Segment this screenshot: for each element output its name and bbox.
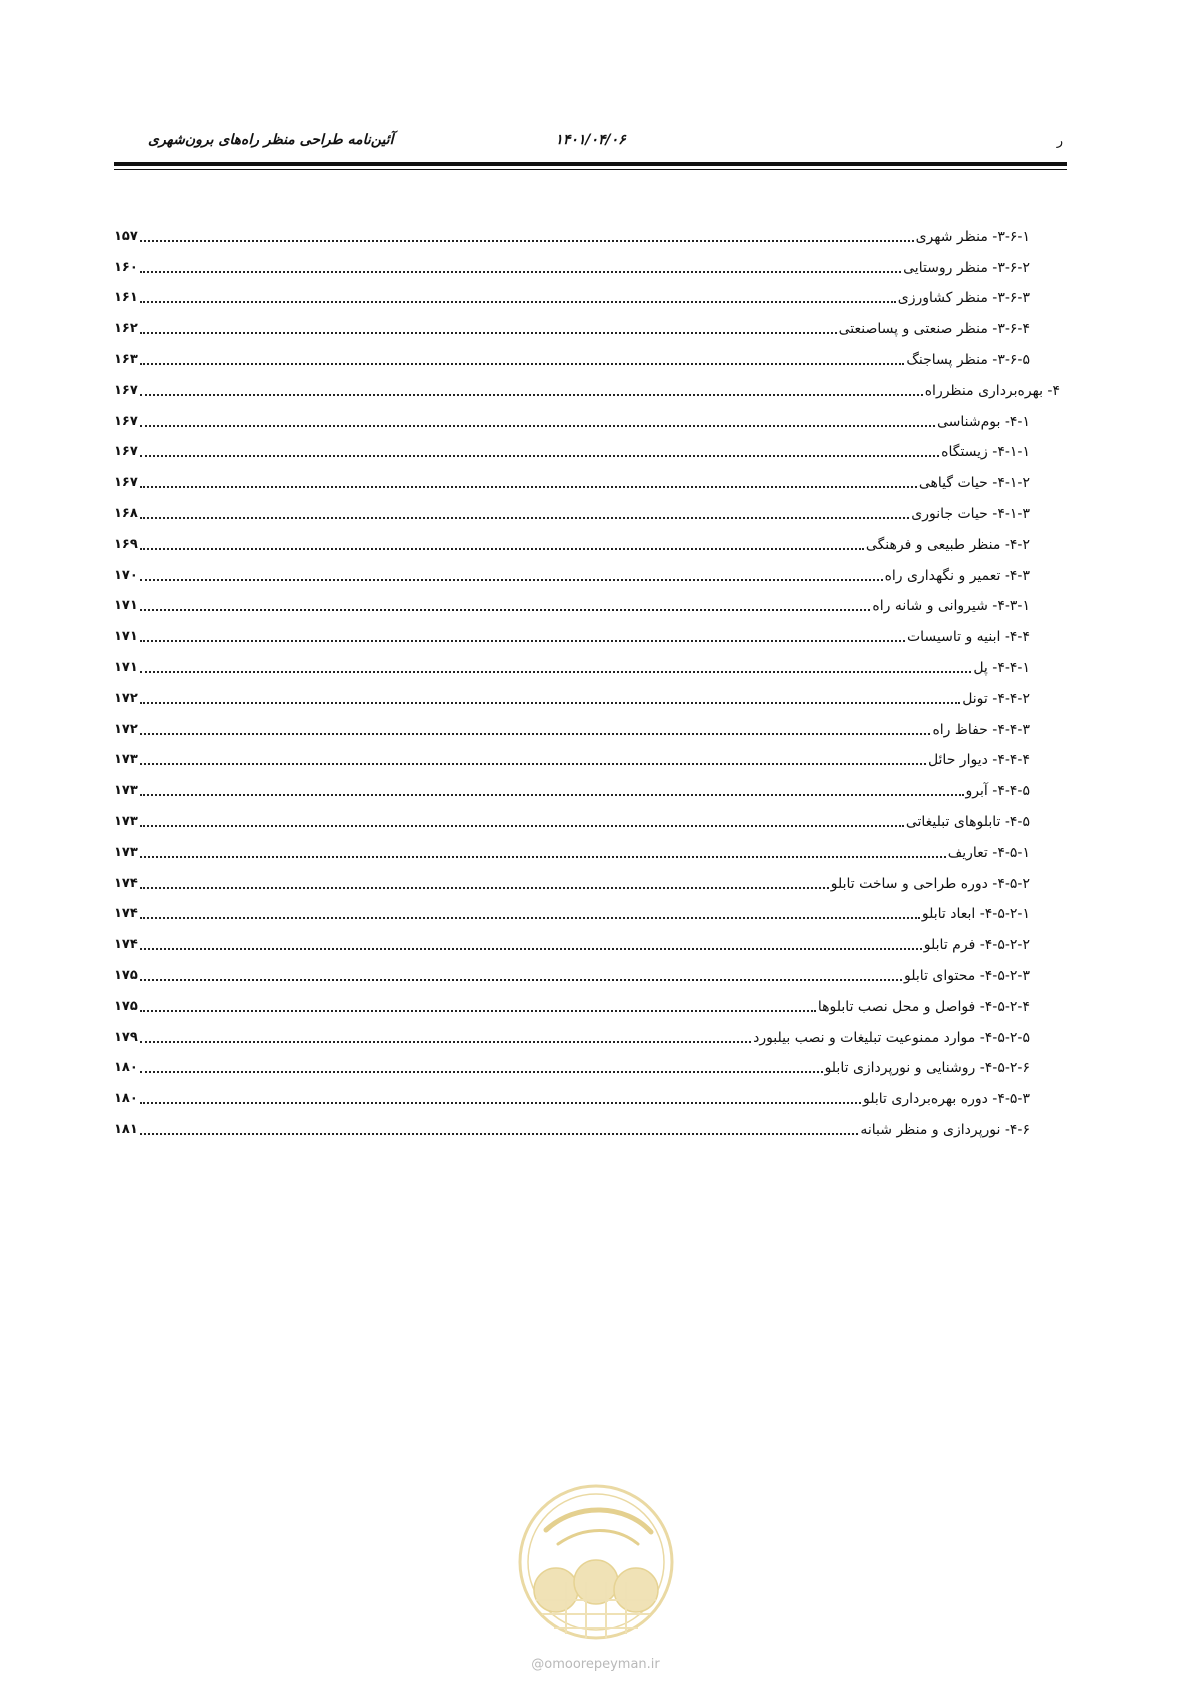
toc-entry-label: ۴-۵-۲-۱- ابعاد تابلو <box>921 906 1030 923</box>
toc-entry-page: ۱۵۷ <box>114 228 138 244</box>
toc-dot-leader <box>140 948 922 950</box>
toc-entry-page: ۱۶۱ <box>114 290 138 306</box>
toc-entry-label: ۴-۱-۲- حیات گیاهی <box>918 475 1030 492</box>
toc-entry-page: ۱۶۷ <box>114 475 138 491</box>
toc-entry[interactable] <box>114 307 1060 338</box>
toc-entry[interactable] <box>114 862 1060 893</box>
toc-entry-page: ۱۷۲ <box>114 690 138 706</box>
toc-entry-page: ۱۶۹ <box>114 536 138 552</box>
toc-entry-page: ۱۷۲ <box>114 721 138 737</box>
watermark-url: @omoorepeyman.ir <box>531 1657 660 1672</box>
toc-dot-leader <box>140 1041 751 1043</box>
toc-dot-leader <box>140 640 905 642</box>
toc-entry-label: ۴-۵-۳- دوره بهره‌برداری تابلو <box>863 1091 1030 1108</box>
toc-entry[interactable] <box>114 1077 1060 1108</box>
toc-entry-page: ۱۷۱ <box>114 598 138 614</box>
toc-entry-page: ۱۶۷ <box>114 382 138 398</box>
toc-entry[interactable] <box>114 954 1060 985</box>
document-title: آئین‌نامه طراحی منظر راه‌های برون‌شهری <box>148 132 394 148</box>
toc-entry-page: ۱۸۰ <box>114 1091 138 1107</box>
toc-entry[interactable] <box>114 492 1060 523</box>
toc-entry-label: ۴-۳- تعمیر و نگهداری راه <box>884 567 1030 584</box>
toc-entry-label: ۴-۴-۲- تونل <box>962 690 1030 707</box>
header-rule-thick <box>114 162 1067 166</box>
toc-entry[interactable] <box>114 1016 1060 1047</box>
toc-entry-label: ۴-۵-۱- تعاریف <box>947 844 1030 861</box>
toc-entry[interactable] <box>114 677 1060 708</box>
toc-entry[interactable] <box>114 400 1060 431</box>
toc-dot-leader <box>140 702 960 704</box>
toc-entry[interactable] <box>114 277 1060 308</box>
toc-entry-page: ۱۷۱ <box>114 629 138 645</box>
toc-dot-leader <box>140 733 931 735</box>
toc-entry-label: ۴-۴-۳- حفاظ راه <box>932 721 1030 738</box>
toc-entry[interactable] <box>114 523 1060 554</box>
toc-dot-leader <box>140 825 904 827</box>
toc-entry-label: ۴-۴- ابنیه و تاسیسات <box>906 629 1030 646</box>
toc-entry[interactable] <box>114 615 1060 646</box>
toc-entry-label: ۴-۴-۵- آبرو <box>965 783 1030 800</box>
toc-entry-page: ۱۷۵ <box>114 998 138 1014</box>
toc-dot-leader <box>140 332 837 334</box>
header-rule-thin <box>114 169 1067 170</box>
toc-entry[interactable] <box>114 554 1060 585</box>
toc-entry[interactable] <box>114 893 1060 924</box>
toc-entry-label: ۴-۴-۱- پل <box>973 659 1030 676</box>
toc-entry[interactable] <box>114 585 1060 616</box>
toc-entry-page: ۱۷۳ <box>114 783 138 799</box>
toc-entry-page: ۱۶۲ <box>114 321 138 337</box>
toc-entry[interactable] <box>114 739 1060 770</box>
toc-dot-leader <box>140 363 905 365</box>
toc-dot-leader <box>140 1102 861 1104</box>
toc-dot-leader <box>140 609 871 611</box>
toc-entry-page: ۱۸۱ <box>114 1121 138 1137</box>
toc-entry-label: ۳-۶-۴- منظر صنعتی و پساصنعتی <box>838 321 1030 338</box>
toc-entry-page: ۱۷۳ <box>114 844 138 860</box>
toc-entry[interactable] <box>114 369 1060 400</box>
header-date: ۱۴۰۱/۰۴/۰۶ <box>555 132 626 148</box>
toc-entry[interactable] <box>114 831 1060 862</box>
toc-entry-label: ۴-۲- منظر طبیعی و فرهنگی <box>865 536 1030 553</box>
toc-dot-leader <box>140 1133 859 1135</box>
toc-entry-label: ۴-۶- نورپردازی و منظر شبانه <box>860 1121 1030 1138</box>
toc-dot-leader <box>140 794 964 796</box>
toc-dot-leader <box>140 856 946 858</box>
toc-entry-page: ۱۷۳ <box>114 813 138 829</box>
omoorepeyman-seal-logo <box>506 1482 686 1652</box>
toc-entry-page: ۱۶۰ <box>114 259 138 275</box>
toc-entry[interactable] <box>114 215 1060 246</box>
toc-entry-page: ۱۶۷ <box>114 444 138 460</box>
toc-dot-leader <box>140 455 939 457</box>
page-header <box>114 130 1067 152</box>
toc-entry-page: ۱۷۳ <box>114 752 138 768</box>
toc-entry-label: ۴-۱-۳- حیات جانوری <box>911 505 1030 522</box>
toc-entry[interactable] <box>114 708 1060 739</box>
toc-dot-leader <box>140 979 902 981</box>
page-letter: ر <box>1056 134 1063 149</box>
toc-entry[interactable] <box>114 1047 1060 1078</box>
toc-entry[interactable] <box>114 338 1060 369</box>
toc-entry-page: ۱۶۷ <box>114 413 138 429</box>
toc-dot-leader <box>140 425 935 427</box>
toc-dot-leader <box>140 301 896 303</box>
toc-entry[interactable] <box>114 800 1060 831</box>
toc-entry-label: ۴-۵-۲-۴- فواصل و محل نصب تابلوها <box>817 998 1030 1015</box>
toc-entry[interactable] <box>114 461 1060 492</box>
toc-entry[interactable] <box>114 985 1060 1016</box>
toc-entry-page: ۱۶۳ <box>114 351 138 367</box>
toc-entry[interactable] <box>114 246 1060 277</box>
toc-entry-label: ۴-۴-۴- دیوار حائل <box>927 752 1030 769</box>
toc-entry-page: ۱۷۴ <box>114 875 138 891</box>
toc-entry-page: ۱۷۱ <box>114 659 138 675</box>
toc-dot-leader <box>140 671 972 673</box>
toc-dot-leader <box>140 1010 816 1012</box>
toc-entry-label: ۴-۵-۲-۲- فرم تابلو <box>923 937 1030 954</box>
toc-entry-page: ۱۷۰ <box>114 567 138 583</box>
toc-dot-leader <box>140 548 864 550</box>
table-of-contents <box>114 215 1060 1139</box>
toc-entry-page: ۱۷۵ <box>114 967 138 983</box>
toc-dot-leader <box>140 917 920 919</box>
toc-entry-page: ۱۷۴ <box>114 937 138 953</box>
toc-dot-leader <box>140 887 829 889</box>
toc-entry-label: ۴- بهره‌برداری منظرراه <box>924 382 1060 399</box>
toc-entry-label: ۴-۵-۲-۵- موارد ممنوعیت تبلیغات و نصب بیلبورد <box>753 1029 1030 1046</box>
toc-entry-page: ۱۷۴ <box>114 906 138 922</box>
toc-dot-leader <box>140 1071 823 1073</box>
toc-entry-label: ۳-۶-۲- منظر روستایی <box>903 259 1030 276</box>
toc-dot-leader <box>140 517 909 519</box>
toc-entry[interactable] <box>114 923 1060 954</box>
toc-entry-label: ۳-۶-۱- منظر شهری <box>915 228 1030 245</box>
toc-dot-leader <box>140 486 917 488</box>
toc-entry-label: ۳-۶-۵- منظر پساجنگ <box>906 351 1030 368</box>
toc-entry-label: ۴-۵-۲- دوره طراحی و ساخت تابلو <box>830 875 1030 892</box>
toc-entry[interactable] <box>114 431 1060 462</box>
toc-entry-label: ۳-۶-۳- منظر کشاورزی <box>897 290 1030 307</box>
toc-dot-leader <box>140 763 926 765</box>
toc-entry-label: ۴-۱- بوم‌شناسی <box>936 413 1030 430</box>
toc-entry-label: ۴-۵-۲-۳- محتوای تابلو <box>904 967 1030 984</box>
toc-entry[interactable] <box>114 646 1060 677</box>
toc-entry-page: ۱۷۹ <box>114 1029 138 1045</box>
toc-dot-leader <box>140 579 883 581</box>
toc-dot-leader <box>140 271 901 273</box>
toc-entry-label: ۴-۵- تابلوهای تبلیغاتی <box>905 813 1030 830</box>
toc-entry-page: ۱۸۰ <box>114 1060 138 1076</box>
toc-entry-page: ۱۶۸ <box>114 505 138 521</box>
toc-entry-label: ۴-۱-۱- زیستگاه <box>941 444 1030 461</box>
toc-entry[interactable] <box>114 769 1060 800</box>
toc-entry-label: ۴-۵-۲-۶- روشنایی و نورپردازی تابلو <box>824 1060 1030 1077</box>
toc-dot-leader <box>140 240 914 242</box>
toc-entry[interactable] <box>114 1108 1060 1139</box>
toc-dot-leader <box>140 394 923 396</box>
toc-entry-label: ۴-۳-۱- شیروانی و شانه راه <box>872 598 1030 615</box>
